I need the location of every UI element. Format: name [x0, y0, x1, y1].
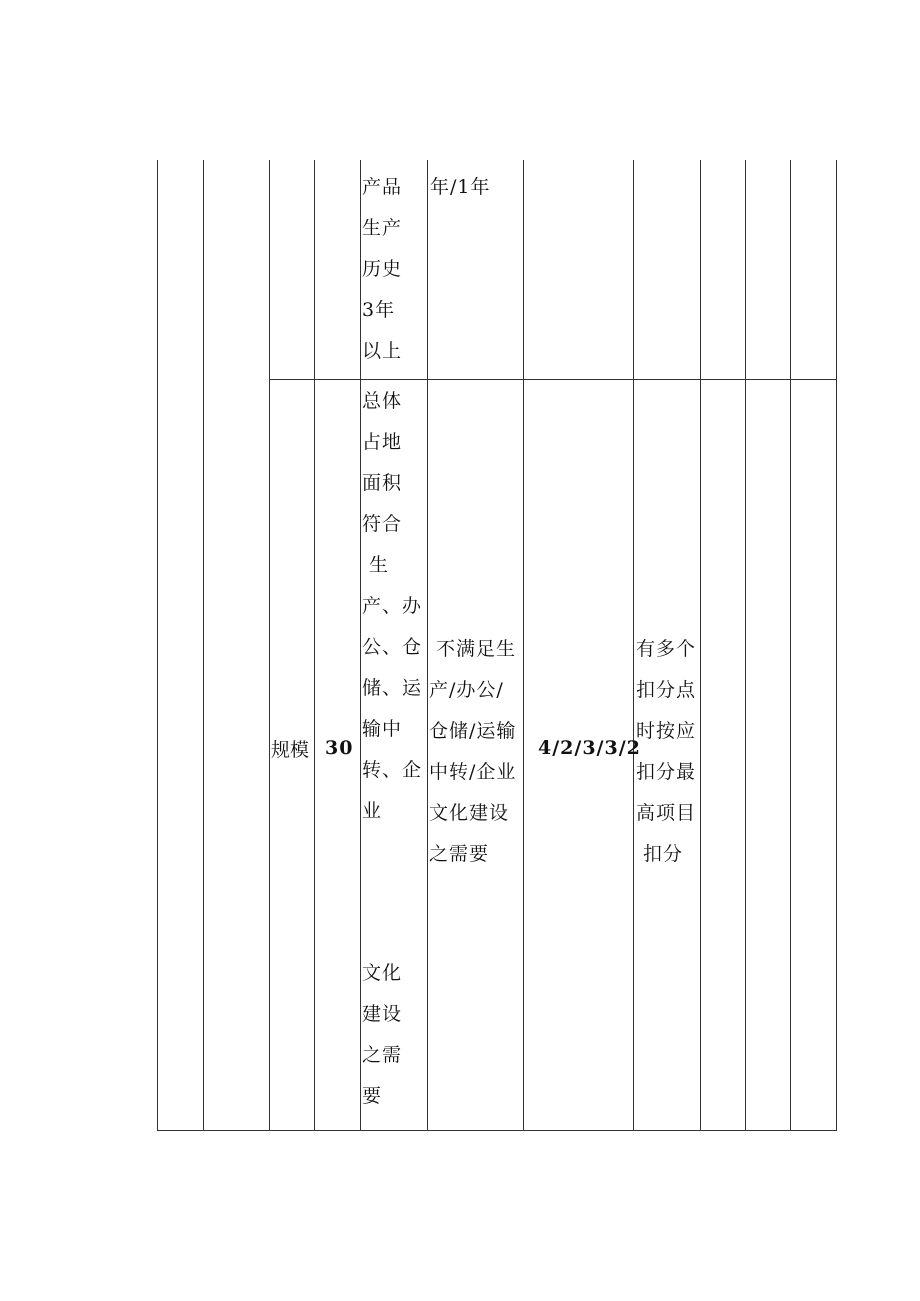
- cell-item-scale: [271, 730, 315, 771]
- column-divider: [523, 160, 524, 1131]
- cell-note: [636, 629, 700, 875]
- item-label: 规模: [271, 739, 310, 761]
- column-divider: [790, 160, 791, 1131]
- cell-score: [325, 728, 359, 769]
- text-line: 建设: [362, 1003, 403, 1025]
- text-line: 以上: [362, 340, 403, 362]
- text-line: 扣分最: [636, 761, 697, 783]
- table-border-left: [157, 160, 158, 1131]
- text-line: 转、企: [362, 759, 423, 781]
- text-line: 时按应: [636, 720, 697, 742]
- text-line: 输中: [362, 718, 403, 740]
- text-line: 文化建设: [429, 802, 510, 824]
- cell-deduction-scale: [429, 629, 523, 875]
- text-line: 有多个: [636, 638, 697, 660]
- table-border-bottom: [157, 1130, 837, 1131]
- text-line: 总体: [362, 390, 403, 412]
- cell-requirement-scale-continued: [362, 953, 426, 1117]
- text-line: 产、办: [362, 595, 423, 617]
- cell-requirement-continued: [362, 167, 426, 372]
- column-divider: [633, 160, 634, 1131]
- column-divider: [700, 160, 701, 1131]
- text-line: 之需要: [429, 843, 490, 865]
- column-divider: [745, 160, 746, 1131]
- column-divider: [203, 160, 204, 1131]
- text-line: 面积: [362, 472, 403, 494]
- text-line: 符合: [362, 513, 403, 535]
- text-line: 中转/企业: [429, 761, 517, 783]
- text-line: 历史: [362, 258, 403, 280]
- score-value: 30: [325, 737, 354, 759]
- text-line: 生: [362, 554, 390, 576]
- text-line: 3年: [362, 299, 396, 321]
- text-line: 不满足生: [429, 638, 517, 660]
- column-divider: [314, 160, 315, 1131]
- text-line: 高项目: [636, 802, 697, 824]
- column-divider: [427, 160, 428, 1131]
- text-line: 之需: [362, 1044, 403, 1066]
- text-line: 业: [362, 800, 383, 822]
- text-line: 占地: [362, 431, 403, 453]
- text-line: 仓储/运输: [429, 720, 517, 742]
- text-line: 文化: [362, 962, 403, 984]
- text-line: 储、运: [362, 677, 423, 699]
- text-line: 扣分: [636, 843, 684, 865]
- column-divider: [360, 160, 361, 1131]
- cell-points: [538, 728, 641, 769]
- text-line: 扣分点: [636, 679, 697, 701]
- text-line: 生产: [362, 217, 403, 239]
- cell-requirement-scale: [362, 381, 426, 832]
- column-divider: [269, 160, 270, 1131]
- points-value: 4/2/3/3/2: [538, 737, 641, 759]
- text-line: 产品: [362, 176, 403, 198]
- cell-deduction-continued: [430, 167, 522, 208]
- table-border-right: [836, 160, 837, 1131]
- text-line: 产/办公/: [429, 679, 504, 701]
- text-line: 年/1年: [430, 176, 491, 198]
- text-line: 要: [362, 1085, 383, 1107]
- row-divider: [269, 379, 837, 380]
- text-line: 公、仓: [362, 636, 423, 658]
